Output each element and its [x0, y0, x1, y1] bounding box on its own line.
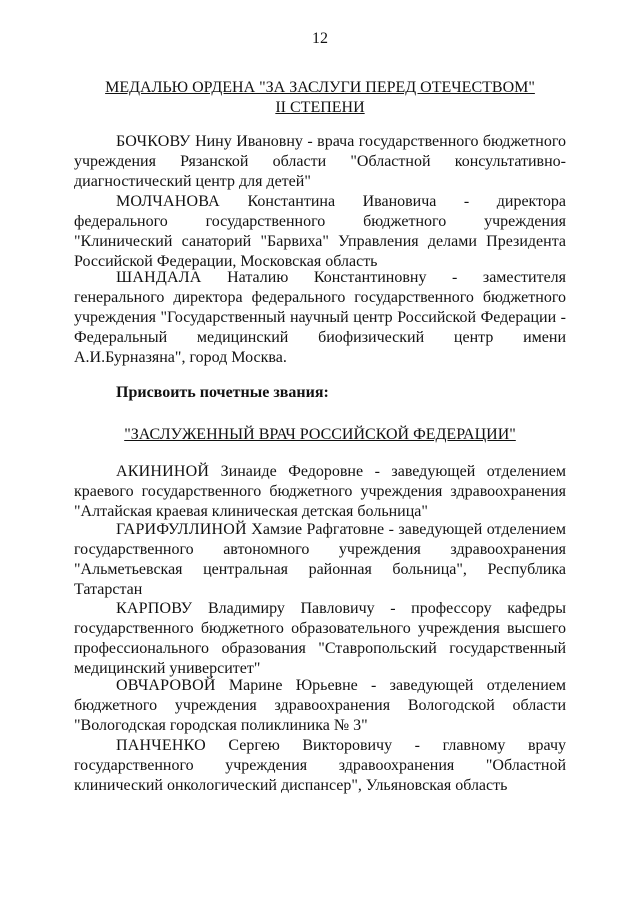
recipient-details: Наталию Константиновну - заместителя генерального директора федерального государственного бюджетного учреждения "Государственный научный центр Российской Федерации - Федеральный медицинский биофизический центр имени А.И.Бурназяна", город Москва. — [74, 269, 567, 366]
title-recipient-akinina — [74, 462, 566, 522]
medal-heading-line-1: МЕДАЛЬЮ ОРДЕНА "ЗА ЗАСЛУГИ ПЕРЕД ОТЕЧЕСТВОМ" — [105, 79, 535, 96]
title-recipient-ovcharova — [74, 676, 566, 736]
title-recipient-karpov — [74, 599, 566, 679]
medal-recipient-shandala — [74, 268, 566, 368]
title-recipient-panchenko — [74, 736, 566, 796]
recipient-surname: ГАРИФУЛЛИНОЙ — [116, 521, 247, 538]
recipient-details: Владимиру Павловичу - профессору кафедры государственного бюджетного образовательного учреждения высшего профессионального образования "Ставропольский государственный медицинский университет" — [74, 600, 566, 677]
medal-heading — [0, 78, 640, 118]
title-recipient-garifullina — [74, 520, 566, 600]
recipient-surname: ПАНЧЕНКО — [116, 737, 206, 754]
recipient-details: Нину Ивановну - врача государственного бюджетного учреждения Рязанской области "Областной консультативно-диагностический центр для детей" — [74, 133, 567, 190]
page-number: 12 — [312, 30, 328, 47]
recipient-surname: ОВЧАРОВОЙ — [116, 677, 216, 694]
recipient-details: Константина Ивановича - директора федерального государственного бюджетного учреждения "Клинический санаторий "Барвиха" Управления делами Президента Российской Федерации, Московская область — [74, 193, 566, 270]
award-title: "ЗАСЛУЖЕННЫЙ ВРАЧ РОССИЙСКОЙ ФЕДЕРАЦИИ" — [124, 426, 516, 443]
recipient-surname: МОЛЧАНОВА — [116, 193, 220, 210]
recipient-details: Хамзие Рафгатовне - заведующей отделением государственного автономного учреждения здравоохранения "Альметьевская центральная районная больница", Республика Татарстан — [74, 521, 567, 598]
recipient-surname: КАРПОВУ — [116, 600, 193, 617]
medal-recipient-molchanov — [74, 192, 566, 272]
medal-recipient-bochkova — [74, 132, 566, 192]
medal-heading-line-2: II СТЕПЕНИ — [275, 99, 365, 116]
recipient-surname: БОЧКОВУ — [116, 133, 191, 150]
recipient-surname: АКИНИНОЙ — [116, 463, 210, 480]
recipient-surname: ШАНДАЛА — [116, 269, 202, 286]
recipient-details: Сергею Викторовичу - главному врачу государственного учреждения здравоохранения "Областной клинический онкологический диспансер", Ульяновская область — [74, 737, 566, 794]
recipient-details: Марине Юрьевне - заведующей отделением бюджетного учреждения здравоохранения Вологодской области "Вологодская городская поликлиника № 3" — [74, 677, 566, 734]
recipient-details: Зинаиде Федоровне - заведующей отделением краевого государственного бюджетного учреждения здравоохранения "Алтайская краевая клиническая детская больница" — [74, 463, 566, 520]
section-title: Присвоить почетные звания: — [116, 384, 329, 401]
